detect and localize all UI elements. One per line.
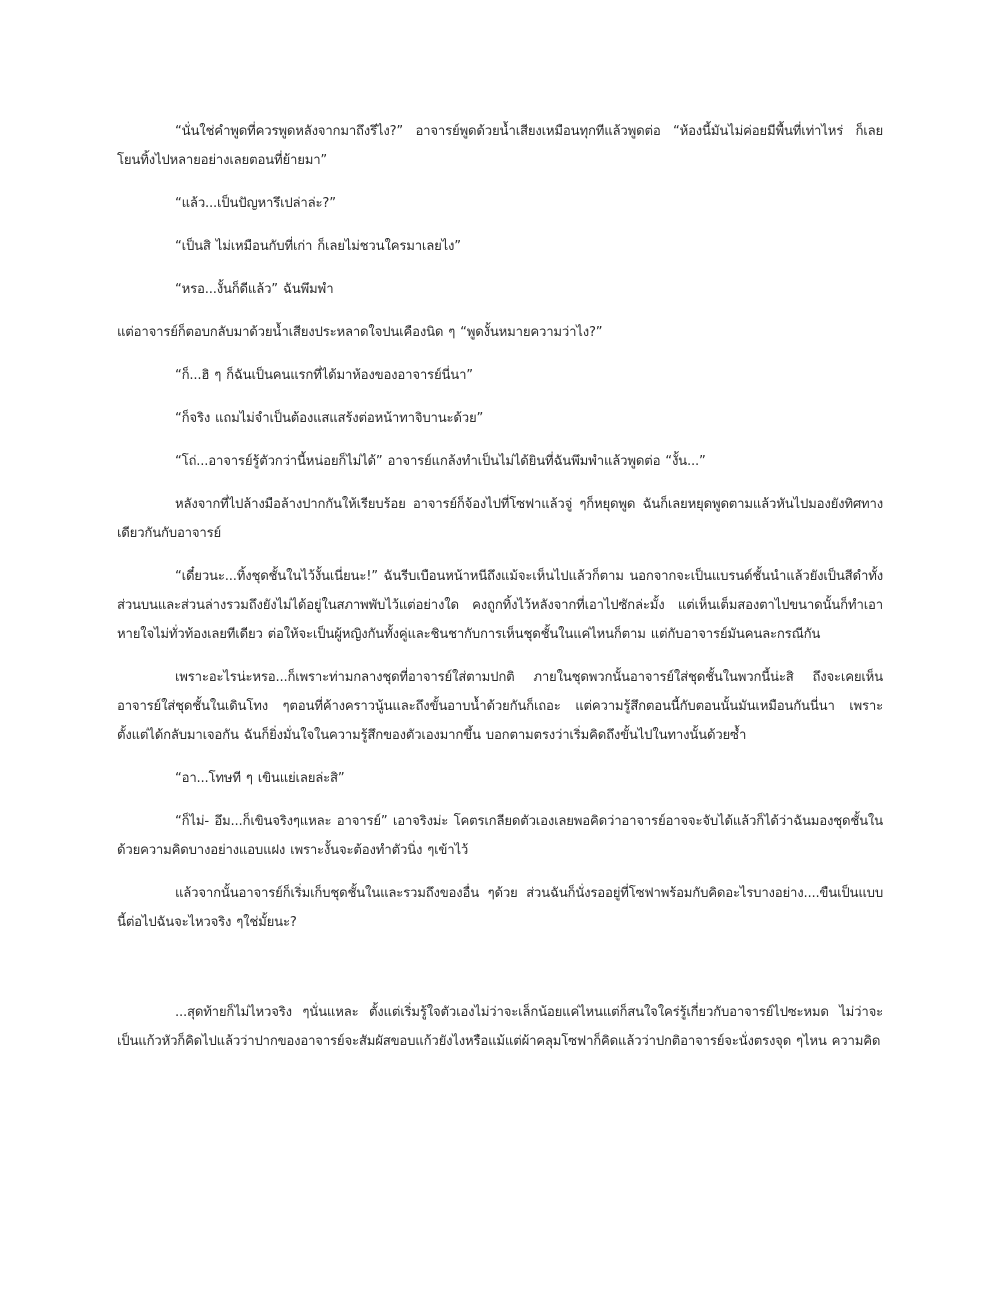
paragraph-5: แต่อาจารย์ก็ตอบกลับมาด้วยน้ำเสียงประหลาดใจปนเคืองนิด ๆ “พูดงั้นหมายความว่าไง?” bbox=[117, 325, 603, 340]
paragraph-14: แล้วจากนั้นอาจารย์ก็เริ่มเก็บชุดชั้นในและรวมถึงของอื่น ๆด้วย ส่วนฉันก็นั่งรออยู่ที่โซฟาพร้อมกับคิดอะไรบางอย่าง....ขืนเป็นแบบนี้ต่อไปฉันจะไหวจริง ๆใช่มั้ยนะ? bbox=[117, 886, 883, 930]
paragraph-8: “โถ่...อาจารย์รู้ตัวกว่านี้หน่อยก็ไม่ได้” อาจารย์แกล้งทำเป็นไม่ได้ยินที่ฉันพึมพำแล้วพูดต่อ “งั้น...” bbox=[175, 454, 706, 469]
paragraph-10: “เดี๋ยวนะ...ทิ้งชุดชั้นในไว้งั้นเนี่ยนะ!” ฉันรีบเบือนหน้าหนีถึงแม้จะเห็นไปแล้วก็ตาม นอกจากจะเป็นแบรนด์ชั้นนำแล้วยังเป็นสีดำทั้งส่วนบนและส่วนล่างรวมถึงยังไม่ได้อยู่ในสภาพพับไว้แต่อย่างใด คงถูกทิ้งไว้หลังจากที่เอาไปซักล่ะมั้ง แต่เห็นเต็มสองตาไปขนาดนั้นก็ทำเอาหายใจไม่ทั่วท้องเลยทีเดียว ต่อให้จะเป็นผู้หญิงกันทั้งคู่และชินชากับการเห็นชุดชั้นในแค่ไหนก็ตาม แต่กับอาจารย์มันคนละกรณีกัน bbox=[117, 569, 883, 642]
paragraph-11: เพราะอะไรน่ะหรอ...ก็เพราะท่ามกลางชุดที่อาจารย์ใส่ตามปกติ ภายในชุดพวกนั้นอาจารย์ใส่ชุดชั้นในพวกนี้น่ะสิ ถึงจะเคยเห็นอาจารย์ใส่ชุดชั้นในเดินโทง ๆตอนที่ค้างคราวนู้นและถึงขั้นอาบน้ำด้วยกันก็เถอะ แต่ความรู้สึกตอนนี้กับตอนนั้นมันเหมือนกันนี่นา เพราะตั้งแต่ได้กลับมาเจอกัน ฉันก็ยิ่งมั่นใจในความรู้สึกของตัวเองมากขึ้น บอกตามตรงว่าเริ่มคิดถึงขั้นไปในทางนั้นด้วยซ้ำ bbox=[117, 670, 883, 743]
paragraph-9: หลังจากที่ไปล้างมือล้างปากกันให้เรียบร้อย อาจารย์ก็จ้องไปที่โซฟาแล้วจู่ ๆก็หยุดพูด ฉันก็เลยหยุดพูดตามแล้วหันไปมองยังทิศทางเดียวกันกับอาจารย์ bbox=[117, 497, 883, 541]
paragraph-15: ...สุดท้ายก็ไม่ไหวจริง ๆนั่นแหละ ตั้งแต่เริ่มรู้ใจตัวเองไม่ว่าจะเล็กน้อยแค่ไหนแต่ก็สนใจใคร่รู้เกี่ยวกับอาจารย์ไปซะหมด ไม่ว่าจะเป็นแก้วหัวก็คิดไปแล้วว่าปากของอาจารย์จะสัมผัสขอบแก้วยังไงหรือแม้แต่ผ้าคลุมโซฟาก็คิดแล้วว่าปกติอาจารย์จะนั่งตรงจุด ๆไหน ความคิด bbox=[117, 1005, 883, 1049]
paragraph-3: “เป็นสิ ไม่เหมือนกับที่เก่า ก็เลยไม่ชวนใครมาเลยไง” bbox=[175, 239, 461, 254]
paragraph-12: “อา...โทษที ๆ เขินแย่เลยล่ะสิ” bbox=[175, 771, 345, 786]
paragraph-2: “แล้ว...เป็นปัญหารึเปล่าล่ะ?” bbox=[175, 196, 336, 211]
section-break bbox=[117, 951, 883, 998]
paragraph-13: “ก็ไม่- อึม...ก็เขินจริงๆแหละ อาจารย์” เอาจริงม่ะ โคตรเกลียดตัวเองเลยพอคิดว่าอาจารย์อาจจะจับได้แล้วก็ได้ว่าฉันมองชุดชั้นในด้วยความคิดบางอย่างแอบแฝง เพราะงั้นจะต้องทำตัวนิ่ง ๆเข้าไว้ bbox=[117, 814, 883, 858]
paragraph-1: “นั่นใช่คำพูดที่ควรพูดหลังจากมาถึงรึไง?” อาจารย์พูดด้วยน้ำเสียงเหมือนทุกทีแล้วพูดต่อ “ห้องนี้มันไม่ค่อยมีพื้นที่เท่าไหร่ ก็เลยโยนทิ้งไปหลายอย่างเลยตอนที่ย้ายมา” bbox=[117, 124, 883, 168]
paragraph-4: “หรอ...งั้นก็ดีแล้ว” ฉันพึมพำ bbox=[175, 282, 334, 297]
document-page bbox=[117, 117, 883, 1070]
paragraph-7: “ก็จริง แถมไม่จำเป็นต้องแสแสร้งต่อหน้าทาจิบานะด้วย” bbox=[175, 411, 484, 426]
paragraph-6: “ก็...ฮิ ๆ ก็ฉันเป็นคนแรกที่ได้มาห้องของอาจารย์นี่นา” bbox=[175, 368, 473, 383]
